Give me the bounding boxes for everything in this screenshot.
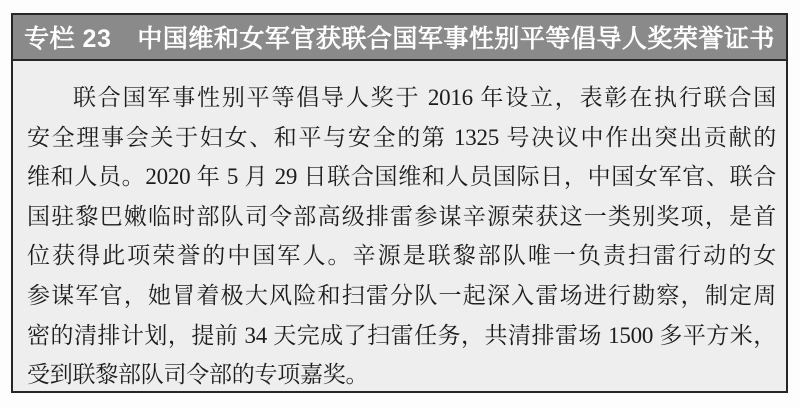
column-number-label: 专栏 23	[24, 25, 112, 53]
body-line-7: 密的清排计划，提前 34 天完成了扫雷任务，共清排雷场 1500 多平方米，	[27, 322, 776, 348]
body-line-1: 联合国军事性别平等倡导人奖于 2016 年设立，表彰在执行联合国	[73, 85, 776, 110]
column-header	[13, 15, 786, 61]
column-body-text	[13, 61, 786, 391]
body-line-4: 国驻黎巴嫩临时部队司令部高级排雷参谋辛源荣获这一类别奖项，是首	[27, 203, 776, 229]
column-title: 中国维和女军官获联合国军事性别平等倡导人奖荣誉证书	[137, 25, 775, 53]
body-line-5: 位获得此项荣誉的中国军人。辛源是联黎部队唯一负责扫雷行动的女	[27, 243, 776, 269]
body-line-6: 参谋军官，她冒着极大风险和扫雷分队一起深入雷场进行勘察，制定周	[27, 282, 776, 308]
column-box-23	[11, 13, 788, 393]
body-line-3: 维和人员。2020 年 5 月 29 日联合国维和人员国际日，中国女军官、联合	[27, 164, 776, 190]
body-line-2: 安全理事会关于妇女、和平与安全的第 1325 号决议中作出突出贡献的	[27, 124, 776, 150]
body-line-8: 受到联黎部队司令部的专项嘉奖。	[27, 362, 369, 388]
